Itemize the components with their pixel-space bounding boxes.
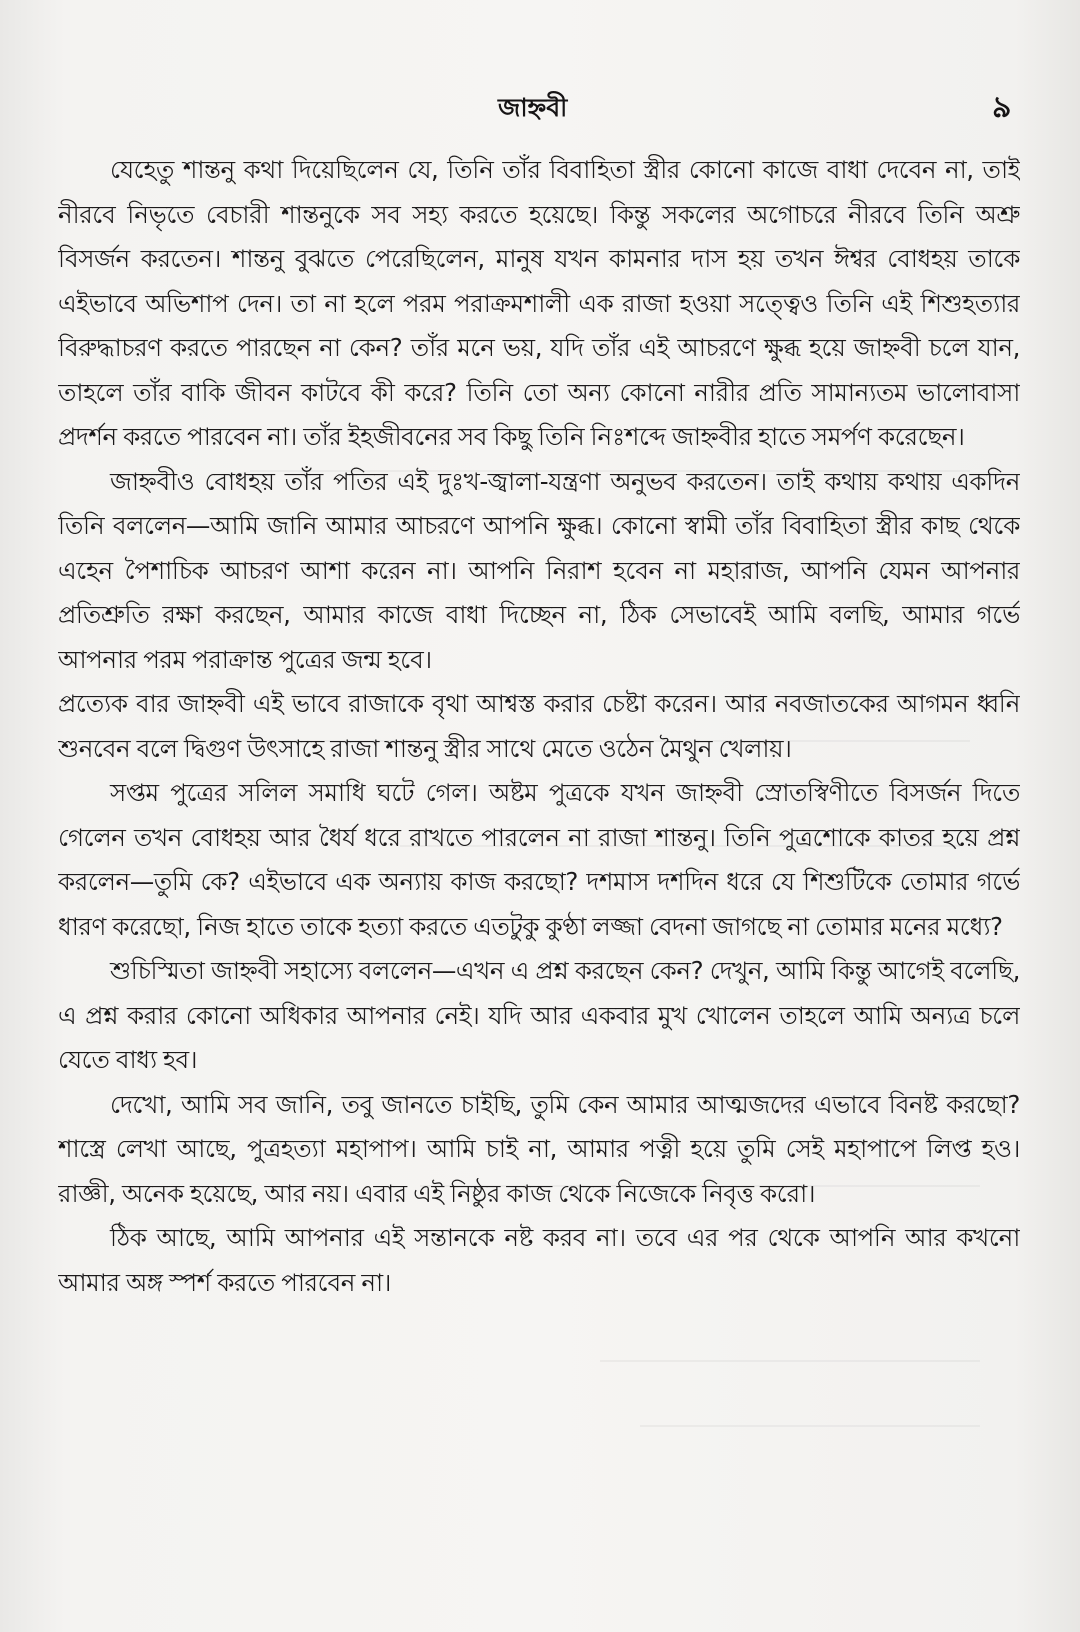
running-title: জাহ্নবী — [498, 93, 568, 122]
paragraph: প্রত্যেক বার জাহ্নবী এই ভাবে রাজাকে বৃথা আশ্বস্ত করার চেষ্টা করেন। আর নবজাতকের আগমন ধ্বনি শুনবেন বলে দ্বিগুণ উৎসাহে রাজা শান্তনু স্ত্রীর সাথে মেতে ওঠেন মৈথুন খেলায়। — [58, 689, 1020, 763]
body-text — [58, 148, 1020, 1608]
paragraph: ঠিক আছে, আমি আপনার এই সন্তানকে নষ্ট করব না। তবে এর পর থেকে আপনি আর কখনো আমার অঙ্গ স্পর্শ করতে পারবেন না। — [58, 1223, 1020, 1297]
paragraph: যেহেতু শান্তনু কথা দিয়েছিলেন যে, তিনি তাঁর বিবাহিতা স্ত্রীর কোনো কাজে বাধা দেবেন না, তাই নীরবে নিভৃতে বেচারী শান্তনুকে সব সহ্য করতে হয়েছে। কিন্তু সকলের অগোচরে নীরবে তিনি অশ্রু বিসর্জন করতেন। শান্তনু বুঝতে পেরেছিলেন, মানুষ যখন কামনার দাস হয় তখন ঈশ্বর বোধহয় তাকে এইভাবে অভিশাপ দেন। তা না হলে পরম পরাক্রমশালী এক রাজা হওয়া সত্ত্বেও তিনি এই শিশুহত্যার বিরুদ্ধাচরণ করতে পারছেন না কেন? তাঁর মনে ভয়, যদি তাঁর এই আচরণে ক্ষুব্ধ হয়ে জাহ্নবী চলে যান, তাহলে তাঁর বাকি জীবন কাটবে কী করে? তিনি তো অন্য কোনো নারীর প্রতি সামান্যতম ভালোবাসা প্রদর্শন করতে পারবেন না। তাঁর ইহজীবনের সব কিছু তিনি নিঃশব্দে জাহ্নবীর হাতে সমর্পণ করেছেন। — [58, 155, 1020, 451]
paragraph: জাহ্নবীও বোধহয় তাঁর পতির এই দুঃখ-জ্বালা-যন্ত্রণা অনুভব করতেন। তাই কথায় কথায় একদিন তিনি বললেন—আমি জানি আমার আচরণে আপনি ক্ষুব্ধ। কোনো স্বামী তাঁর বিবাহিতা স্ত্রীর কাছ থেকে এহেন পৈশাচিক আচরণ আশা করেন না। আপনি নিরাশ হবেন না মহারাজ, আপনি যেমন আপনার প্রতিশ্রুতি রক্ষা করছেন, আমার কাজে বাধা দিচ্ছেন না, ঠিক সেভাবেই আমি বলছি, আমার গর্ভে আপনার পরম পরাক্রান্ত পুত্রের জন্ম হবে। — [58, 466, 1020, 674]
paragraph: শুচিস্মিতা জাহ্নবী সহাস্যে বললেন—এখন এ প্রশ্ন করছেন কেন? দেখুন, আমি কিন্তু আগেই বলেছি, এ প্রশ্ন করার কোনো অধিকার আপনার নেই। যদি আর একবার মুখ খোলেন তাহলে আমি অন্যত্র চলে যেতে বাধ্য হব। — [58, 956, 1020, 1074]
paragraph: দেখো, আমি সব জানি, তবু জানতে চাইছি, তুমি কেন আমার আত্মজদের এভাবে বিনষ্ট করছো? শাস্ত্রে লেখা আছে, পুত্রহত্যা মহাপাপ। আমি চাই না, আমার পত্নী হয়ে তুমি সেই মহাপাপে লিপ্ত হও। রাজ্ঞী, অনেক হয়েছে, আর নয়। এবার এই নিষ্ঠুর কাজ থেকে নিজেকে নিবৃত্ত করো। — [58, 1089, 1020, 1208]
paragraph: সপ্তম পুত্রের সলিল সমাধি ঘটে গেল। অষ্টম পুত্রকে যখন জাহ্নবী স্রোতস্বিণীতে বিসর্জন দিতে গেলেন তখন বোধহয় আর ধৈর্য ধরে রাখতে পারলেন না রাজা শান্তনু। তিনি পুত্রশোকে কাতর হয়ে প্রশ্ন করলেন—তুমি কে? এইভাবে এক অন্যায় কাজ করছো? দশমাস দশদিন ধরে যে শিশুটিকে তোমার গর্ভে ধারণ করেছো, নিজ হাতে তাকে হত্যা করতে এতটুকু কুণ্ঠা লজ্জা বেদনা জাগছে না তোমার মনের মধ্যে? — [58, 778, 1020, 941]
page-header — [0, 88, 1080, 128]
page-number: ৯ — [992, 90, 1012, 125]
